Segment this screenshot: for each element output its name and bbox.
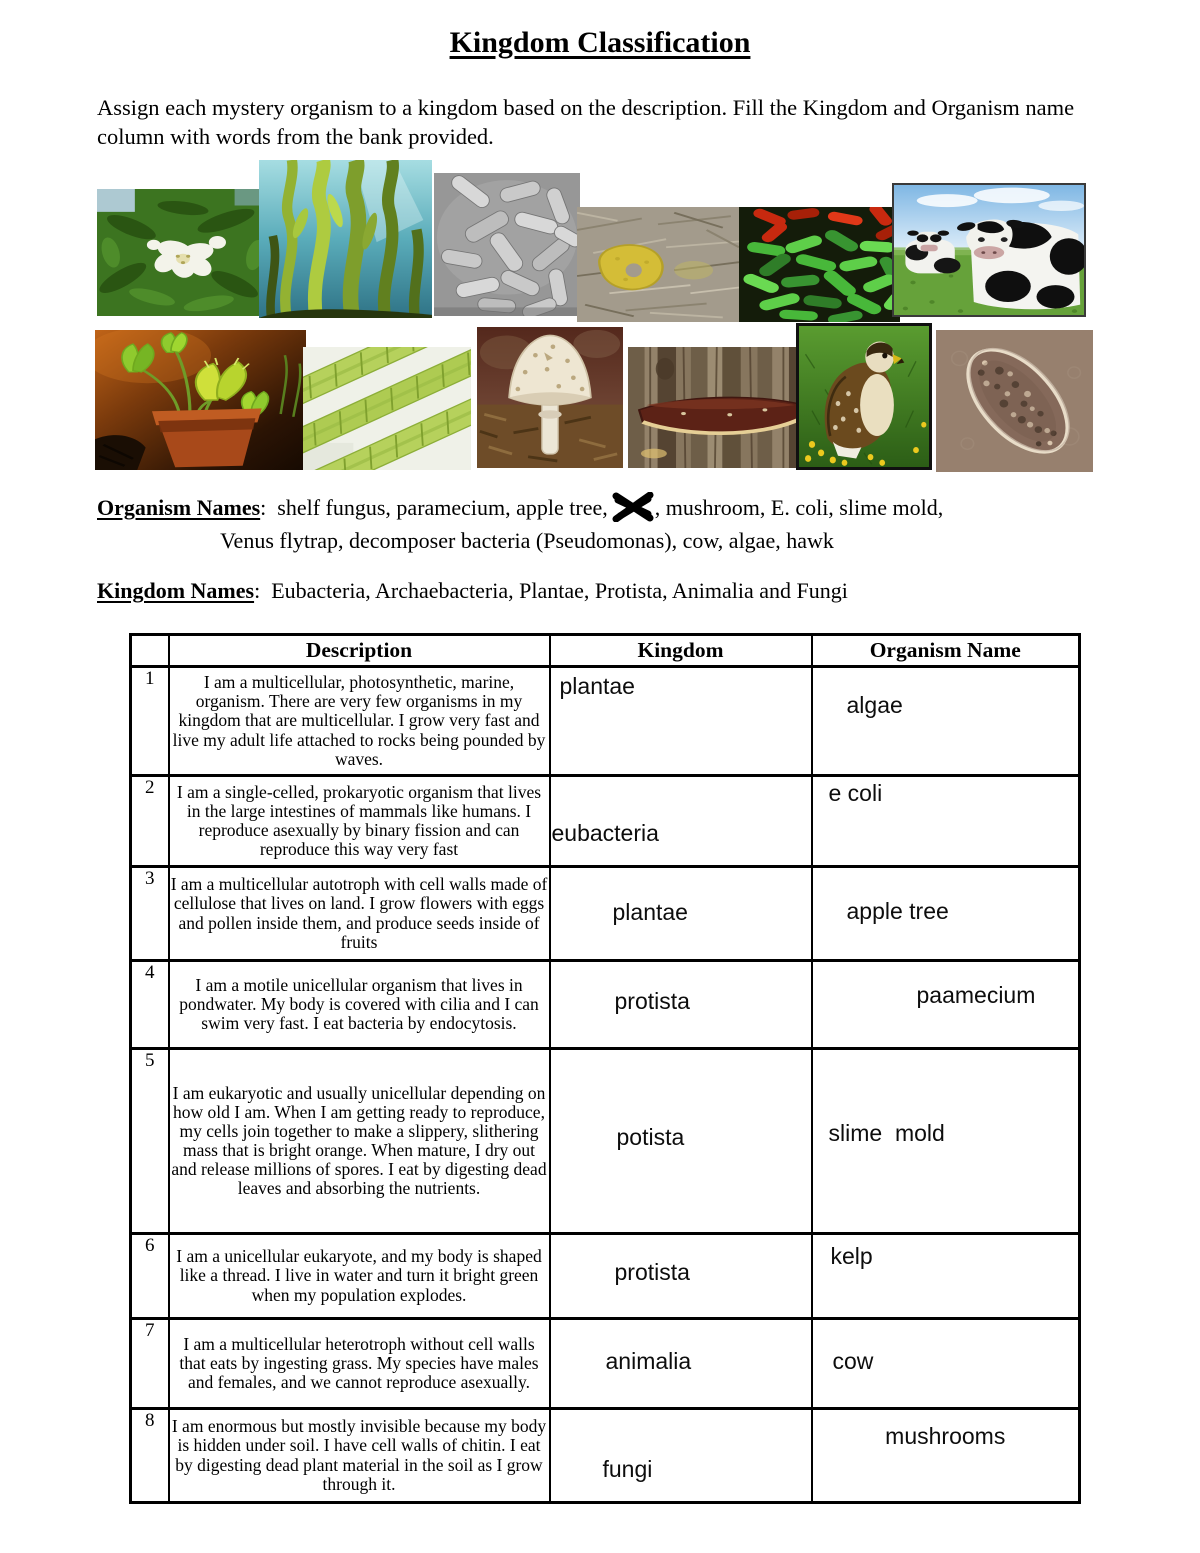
description-text: I am a multicellular heterotroph without cell walls that eats by ingesting grass. My species have males and females, and we cannot reproduce asexually.	[169, 1319, 550, 1409]
organism-answer-8[interactable]: mushrooms	[885, 1423, 1006, 1449]
e-coli-stained-photo	[739, 207, 900, 322]
description-text: I am a multicellular autotroph with cell walls made of cellulose that lives on land. I grow flowers with eggs and pollen inside them, and produce seeds inside of fruits	[169, 867, 550, 961]
kingdom-bank-label: Kingdom Names	[97, 578, 255, 603]
paramecium-photo	[936, 330, 1093, 472]
kingdom-answer-6[interactable]: protista	[614, 1259, 690, 1285]
header-organism-name: Organism Name	[812, 635, 1080, 667]
organism-answer-2[interactable]: e coli	[828, 780, 883, 806]
row-number: 5	[131, 1049, 169, 1234]
kingdom-name-bank: Kingdom Names: Eubacteria, Archaebacteria, Plantae, Protista, Animalia and Fungi	[97, 578, 848, 603]
rod-bacteria-sem-photo	[434, 173, 580, 316]
table-row	[131, 1409, 1080, 1503]
kelp-underwater-photo	[259, 160, 432, 318]
table-row	[131, 1319, 1080, 1409]
description-text: I am enormous but mostly invisible because my body is hidden under soil. I have cell walls of chitin. I eat by digesting dead plant material in the soil as I grow through it.	[169, 1409, 550, 1503]
row-number: 2	[131, 776, 169, 867]
intro-text: Assign each mystery organism to a kingdom based on the description. Fill the Kingdom and Organism name column with words from the bank provided.	[97, 95, 1075, 149]
row-number: 3	[131, 867, 169, 961]
header-blank	[131, 635, 169, 667]
kingdom-bank-list: Eubacteria, Archaebacteria, Plantae, Protista, Animalia and Fungi	[271, 578, 848, 603]
organism-bank-list-1b: , mushroom, E. coli, slime mold,	[654, 495, 944, 520]
venus-flytrap-photo	[95, 330, 306, 470]
table-row	[131, 667, 1080, 776]
row-number: 1	[131, 667, 169, 776]
description-text: I am a single-celled, prokaryotic organism that lives in the large intestines of mammals like humans. I reproduce asexually by binary fission and can reproduce this way very fast	[169, 776, 550, 867]
slime-mold-photo	[577, 207, 739, 322]
table-row	[131, 1234, 1080, 1319]
organism-answer-6[interactable]: kelp	[830, 1243, 873, 1269]
organism-answer-4[interactable]: paamecium	[916, 982, 1036, 1008]
description-text: I am a multicellular, photosynthetic, marine, organism. There are very few organisms in my kingdom that are multicellular. I grow very fast and live my adult life attached to rocks being pounded by waves.	[169, 667, 550, 776]
kingdom-answer-8[interactable]: fungi	[602, 1456, 653, 1482]
hawk-photo	[796, 323, 932, 470]
kingdom-answer-2[interactable]: eubacteria	[551, 820, 659, 846]
kingdom-answer-5[interactable]: potista	[616, 1124, 685, 1150]
header-kingdom: Kingdom	[550, 635, 812, 667]
row-number: 4	[131, 961, 169, 1049]
table-row	[131, 1049, 1080, 1234]
description-text: I am a unicellular eukaryote, and my body is shaped like a thread. I live in water and turn it bright green when my population explodes.	[169, 1234, 550, 1319]
description-text: I am a motile unicellular organism that lives in pondwater. My body is covered with cilia and I can swim very fast. I eat bacteria by endocytosis.	[169, 961, 550, 1049]
classification-table	[129, 633, 1081, 1504]
organism-answer-5[interactable]: slime mold	[828, 1120, 945, 1146]
scribbled-out-word-icon	[612, 492, 654, 522]
kingdom-answer-1[interactable]: plantae	[559, 673, 635, 699]
organism-bank-label: Organism Names	[97, 495, 261, 520]
big-cow	[955, 219, 1084, 310]
mushroom-photo	[477, 327, 623, 468]
header-description: Description	[169, 635, 550, 667]
page-title: Kingdom Classification	[449, 26, 751, 59]
apple-blossom-photo	[97, 189, 269, 316]
row-number: 8	[131, 1409, 169, 1503]
description-text: I am eukaryotic and usually unicellular depending on how old I am. When I am getting ready to reproduce, my cells join together to make a slippery, slithering mass that is bright orange. When mature, I dry out and release millions of spores. I eat by digesting dead leaves and absorbing the nutrients.	[169, 1049, 550, 1234]
organism-bank-list-1a: shelf fungus, paramecium, apple tree,	[277, 495, 608, 520]
shelf-fungus-photo	[628, 347, 813, 468]
table-row	[131, 776, 1080, 867]
table-header-row	[131, 635, 1080, 667]
table-row	[131, 961, 1080, 1049]
organism-answer-1[interactable]: algae	[846, 692, 903, 718]
organism-bank-list-2: Venus flytrap, decomposer bacteria (Pseudomonas), cow, algae, hawk	[220, 528, 834, 553]
cows-photo	[892, 183, 1086, 317]
organism-answer-3[interactable]: apple tree	[846, 898, 949, 924]
kingdom-answer-4[interactable]: protista	[614, 988, 690, 1014]
kingdom-answer-3[interactable]: plantae	[612, 899, 688, 925]
organism-name-bank: Organism Names: shelf fungus, paramecium, apple tree, , mushroom, E. coli, slime mold, Venus flytrap, decomposer bacteria (Pseudomonas), cow, algae, hawk	[97, 492, 957, 554]
organism-answer-7[interactable]: cow	[832, 1348, 874, 1374]
table-row	[131, 867, 1080, 961]
row-number: 7	[131, 1319, 169, 1409]
kingdom-answer-7[interactable]: animalia	[605, 1348, 692, 1374]
row-number: 6	[131, 1234, 169, 1319]
algae-filaments-photo	[303, 347, 471, 470]
